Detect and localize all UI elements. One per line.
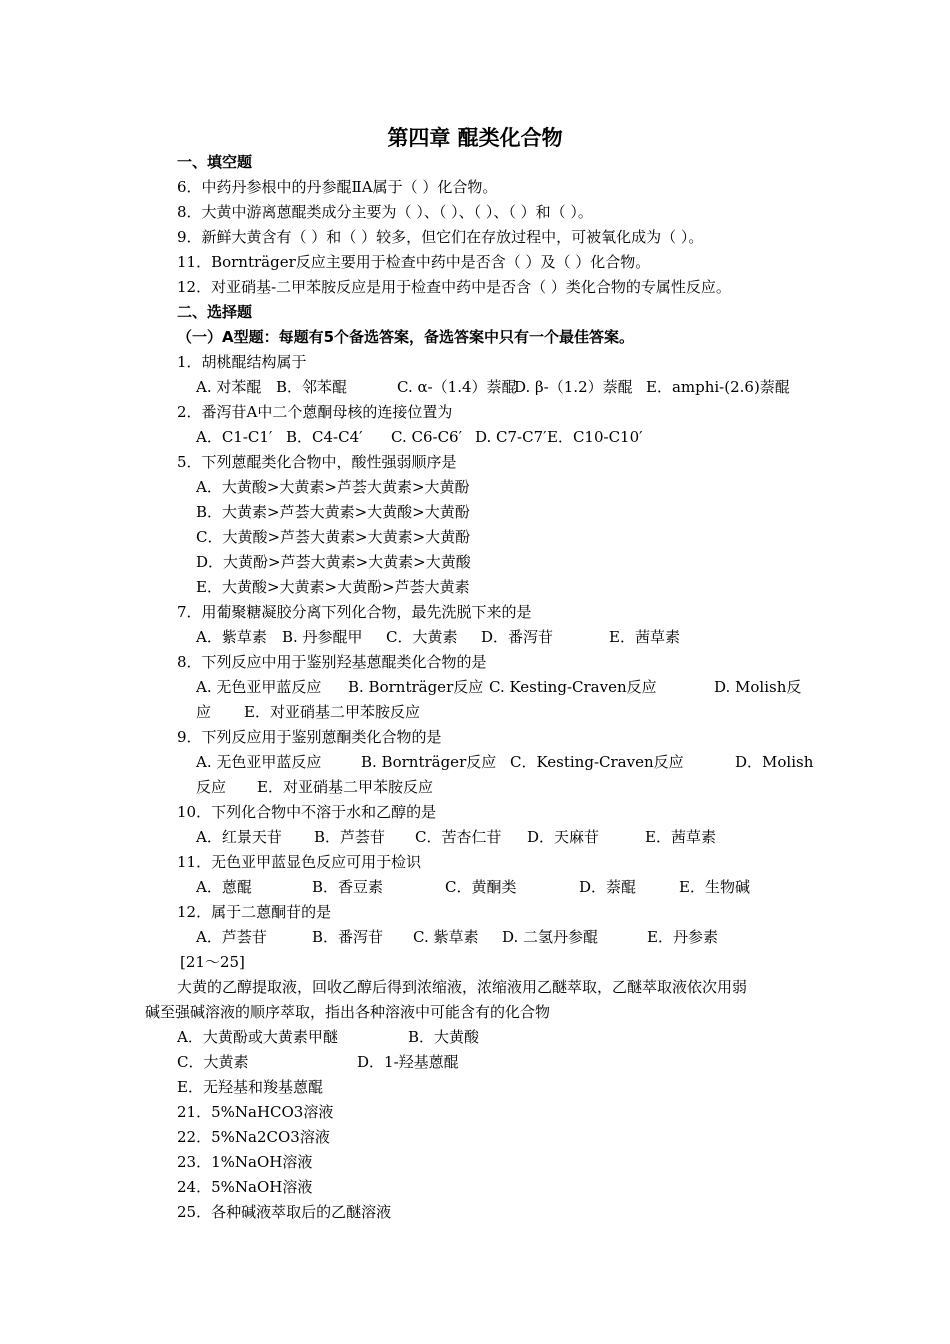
question-stem: 9．下列反应用于鉴别蒽酮类化合物的是 bbox=[177, 728, 442, 746]
option-c: C．大黄酸>芦荟大黄素>大黄素>大黄酚 bbox=[196, 528, 471, 546]
question-options bbox=[196, 827, 716, 847]
fill-question-12: 12．对亚硝基-二甲苯胺反应是用于检查中药中是否含（ ）类化合物的专属性反应。 bbox=[177, 278, 731, 296]
question-options bbox=[196, 627, 680, 647]
option-c: C. 紫草素 bbox=[413, 928, 479, 946]
question-options-continued bbox=[196, 702, 420, 722]
question-options bbox=[196, 677, 801, 697]
question-stem: 5．下列蒽醌类化合物中，酸性强弱顺序是 bbox=[177, 453, 457, 471]
fill-question-8: 8．大黄中游离蒽醌类成分主要为（ ）、（ ）、（ ）、（ ）和（ ）。 bbox=[177, 203, 593, 221]
question-stem: 2．番泻苷A中二个蒽酮母核的连接位置为 bbox=[177, 403, 453, 421]
option-d: D. C7-C7′ bbox=[475, 428, 547, 446]
fill-question-9: 9．新鲜大黄含有（ ）和（ ）较多，但它们在存放过程中，可被氧化成为（ ）。 bbox=[177, 228, 704, 246]
section-heading-choice: 二、选择题 bbox=[177, 303, 253, 321]
option-e: E．茜草素 bbox=[609, 628, 680, 646]
question-stem: 12．属于二蒽酮苷的是 bbox=[177, 903, 332, 921]
question-options-continued bbox=[196, 777, 433, 797]
option-d-continued: 应 bbox=[196, 703, 212, 721]
option-e: E．茜草素 bbox=[645, 828, 716, 846]
section-heading-fill: 一、填空题 bbox=[177, 153, 253, 171]
option-e: E．生物碱 bbox=[679, 878, 750, 896]
subsection-heading-a-type: （一）A型题：每题有5个备选答案，备选答案中只有一个最佳答案。 bbox=[177, 328, 635, 346]
option-e: E．amphi-(2.6)萘醌 bbox=[646, 378, 790, 396]
question-stem: 8．下列反应中用于鉴别羟基蒽醌类化合物的是 bbox=[177, 653, 487, 671]
option-d: D．天麻苷 bbox=[527, 828, 600, 846]
option-d: D. β-（1.2）萘醌 bbox=[514, 378, 633, 396]
question-options bbox=[196, 752, 813, 772]
question-options bbox=[196, 927, 718, 947]
option-a: A. 对苯醌 bbox=[196, 378, 262, 396]
question-group-range: [21～25] bbox=[180, 953, 245, 971]
question-stem: 7．用葡聚糖凝胶分离下列化合物，最先洗脱下来的是 bbox=[177, 603, 532, 621]
option-a: A．红景天苷 bbox=[196, 828, 282, 846]
option-c: C．Kesting-Craven反应 bbox=[510, 753, 684, 771]
option-c: C. Kesting-Craven反应 bbox=[489, 678, 657, 696]
group-options-row bbox=[177, 1052, 459, 1072]
option-c: C. α-（1.4）萘醌 bbox=[397, 378, 517, 396]
option-d: D．大黄酚>芦荟大黄素>大黄素>大黄酸 bbox=[196, 553, 471, 571]
option-a: A．蒽醌 bbox=[196, 878, 252, 896]
option-d: D．1-羟基蒽醌 bbox=[357, 1053, 459, 1071]
option-c: C. C6-C6′ bbox=[391, 428, 462, 446]
question-stem: 1．胡桃醌结构属于 bbox=[177, 353, 307, 371]
question-options bbox=[196, 377, 790, 397]
option-b: B．番泻苷 bbox=[312, 928, 384, 946]
option-b: B．芦荟苷 bbox=[314, 828, 386, 846]
group-options-row bbox=[177, 1027, 479, 1047]
option-b: B．C4-C4′ bbox=[286, 428, 363, 446]
fill-question-6: 6．中药丹参根中的丹参醌ⅡA属于（ ）化合物。 bbox=[177, 178, 498, 196]
option-b: B．大黄素>芦荟大黄素>大黄酸>大黄酚 bbox=[196, 503, 470, 521]
option-b: B．香豆素 bbox=[312, 878, 384, 896]
option-e: E．无羟基和羧基蒽醌 bbox=[177, 1078, 323, 1096]
option-a: A．C1-C1′ bbox=[196, 428, 273, 446]
option-b: B. 丹参醌甲 bbox=[282, 628, 363, 646]
group-item-25: 25．各种碱液萃取后的乙醚溶液 bbox=[177, 1203, 392, 1221]
group-item-21: 21．5%NaHCO3溶液 bbox=[177, 1103, 334, 1121]
group-item-23: 23．1%NaOH溶液 bbox=[177, 1153, 313, 1171]
option-d: D. 二氢丹参醌 bbox=[502, 928, 599, 946]
question-options bbox=[196, 877, 750, 897]
option-d-continued: 反应 bbox=[196, 778, 227, 796]
option-c: C．黄酮类 bbox=[445, 878, 517, 896]
option-e: E．大黄酸>大黄素>大黄酚>芦荟大黄素 bbox=[196, 578, 470, 596]
group-item-22: 22．5%Na2CO3溶液 bbox=[177, 1128, 330, 1146]
option-d: D．番泻苷 bbox=[481, 628, 554, 646]
question-stem: 10．下列化合物中不溶于水和乙醇的是 bbox=[177, 803, 437, 821]
option-e: E．对亚硝基二甲苯胺反应 bbox=[257, 778, 433, 796]
option-c: C．大黄素 bbox=[386, 628, 458, 646]
option-e: E．对亚硝基二甲苯胺反应 bbox=[244, 703, 420, 721]
option-d: D．萘醌 bbox=[579, 878, 637, 896]
option-a: A．大黄酚或大黄素甲醚 bbox=[177, 1028, 338, 1046]
fill-question-11: 11．Bornträger反应主要用于检查中药中是否含（ ）及（ ）化合物。 bbox=[177, 253, 651, 271]
option-b: B. Bornträger反应 bbox=[361, 753, 497, 771]
option-b: B. Bornträger反应 bbox=[348, 678, 484, 696]
option-b: B．邻苯醌 bbox=[276, 378, 348, 396]
option-a: A．大黄酸>大黄素>芦荟大黄素>大黄酚 bbox=[196, 478, 470, 496]
option-a: A. 无色亚甲蓝反应 bbox=[196, 753, 322, 771]
option-c: C．大黄素 bbox=[177, 1053, 249, 1071]
option-a: A．芦荟苷 bbox=[196, 928, 267, 946]
group-item-24: 24．5%NaOH溶液 bbox=[177, 1178, 313, 1196]
chapter-title: 第四章 醌类化合物 bbox=[387, 126, 563, 150]
option-d: D．Molish bbox=[735, 753, 814, 771]
question-options bbox=[196, 427, 643, 447]
option-d: D. Molish反 bbox=[714, 678, 802, 696]
group-description-line-2: 碱至强碱溶液的顺序萃取，指出各种溶液中可能含有的化合物 bbox=[145, 1003, 551, 1021]
question-stem: 11．无色亚甲蓝显色反应可用于检识 bbox=[177, 853, 422, 871]
option-e: E．丹参素 bbox=[647, 928, 718, 946]
option-a: A．紫草素 bbox=[196, 628, 267, 646]
option-b: B．大黄酸 bbox=[408, 1028, 480, 1046]
option-a: A. 无色亚甲蓝反应 bbox=[196, 678, 322, 696]
group-description-line-1: 大黄的乙醇提取液，回收乙醇后得到浓缩液，浓缩液用乙醚萃取，乙醚萃取液依次用弱 bbox=[177, 978, 748, 996]
option-e: E．C10-C10′ bbox=[547, 428, 643, 446]
option-c: C．苦杏仁苷 bbox=[415, 828, 502, 846]
